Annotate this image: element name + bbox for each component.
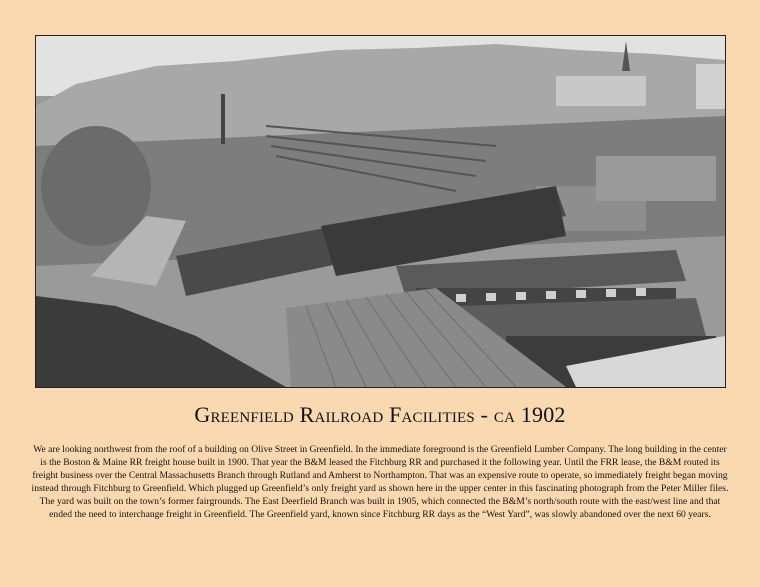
- rail-yard-photo: [36, 36, 725, 387]
- tall-building: [696, 64, 725, 109]
- page-title: Greenfield Railroad Facilities - ca 1902: [194, 402, 566, 427]
- historic-photograph: [35, 35, 726, 388]
- bare-trees: [41, 126, 151, 246]
- brick-building: [596, 156, 716, 201]
- smokestack: [221, 94, 225, 144]
- church-building: [556, 76, 646, 106]
- photo-caption: We are looking northwest from the roof of a building on Olive Street in Greenfield. In the immediate foreground is the Greenfield Lumber Company. The long building in the center is the Boston & Maine RR freight house built in 1900. That year the B&M leased the Fitchburg RR and purchased it the following year. Until the FRR lease, the B&M routed its freight business over the Central Massachusetts Branch through Rutland and Amherst to Northampton. That was an expensive route to operate, so immediately freight began moving instead through Fitchburg to Greenfield. Which plugged up Greenfield’s only freight yard as shown here in the upper center in this fascinating photograph from the Peter Miller files. The yard was built on the town’s former fairgrounds. The East Deerfield Branch was built in 1905, which connected the B&M’s north/south route with the east/west line and that ended the need to interchange freight in Greenfield. The Greenfield yard, known since Fitchburg RR days as the “West Yard”, was slowly abandoned over the next 60 years.: [31, 444, 729, 520]
- foreground-building: [36, 296, 286, 387]
